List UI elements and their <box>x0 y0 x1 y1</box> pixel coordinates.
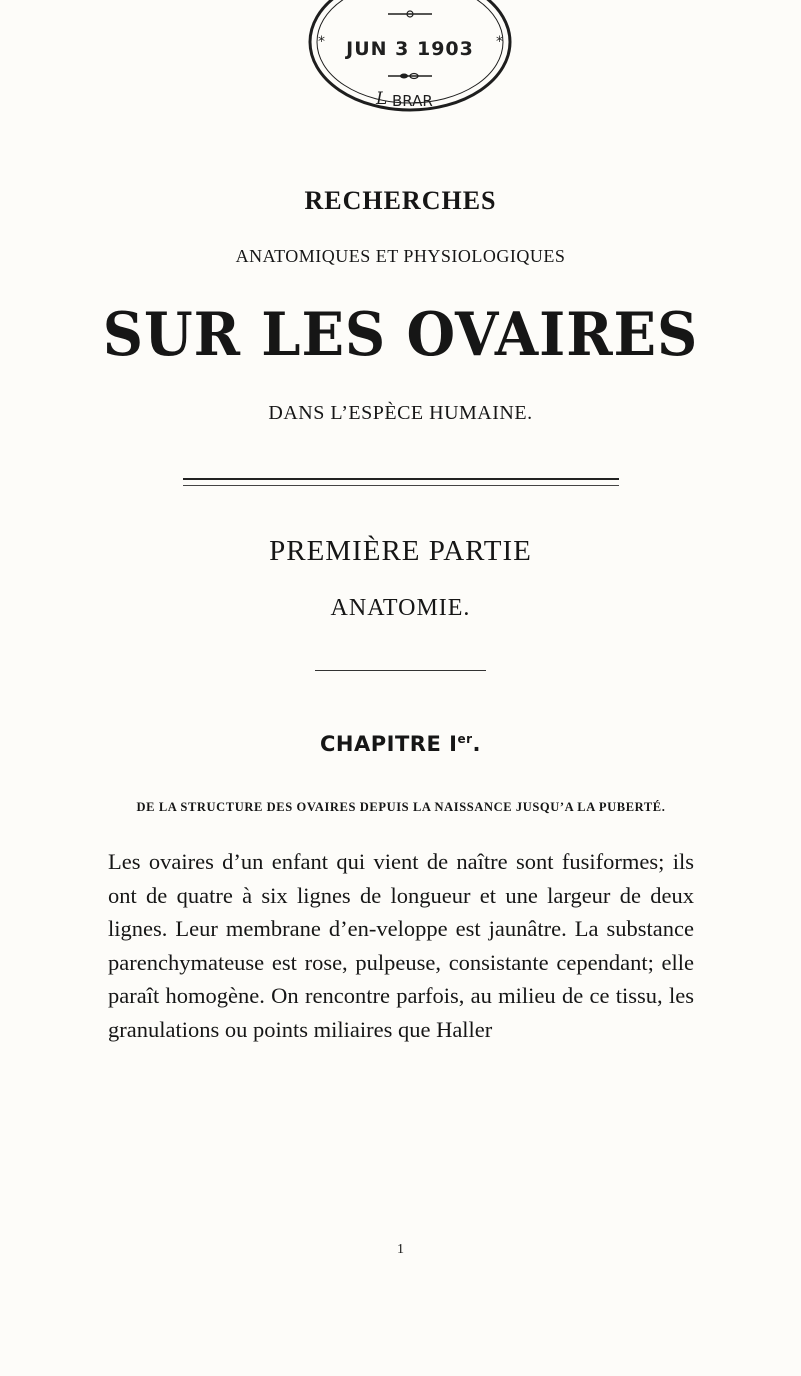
short-divider <box>315 670 486 671</box>
title-espece-humaine: DANS L’ESPÈCE HUMAINE. <box>268 402 533 424</box>
double-divider <box>183 478 619 486</box>
svg-text:BRAR: BRAR <box>392 92 433 110</box>
chapter-label-end: . <box>472 732 481 756</box>
svg-text:*: * <box>496 34 503 50</box>
svg-text:*: * <box>318 34 325 50</box>
title-anatomiques: ANATOMIQUES ET PHYSIOLOGIQUES <box>235 246 566 266</box>
title-recherches: RECHERCHES <box>304 186 497 215</box>
main-title: SUR LES OVAIRES <box>102 300 699 370</box>
part-heading: PREMIÈRE PARTIE <box>269 535 532 567</box>
chapter-label-sup: er <box>457 732 473 746</box>
chapter-label: CHAPITRE I <box>320 732 458 756</box>
body-paragraph: Les ovaires d’un enfant qui vient de naître sont fusiformes; ils ont de quatre à six lignes de longueur et une largeur de deux lignes. Leur membrane d’en-veloppe est jaunâtre. La substance parenchymateuse est rose, pulpeuse, consistante cependant; elle paraît homogène. On rencontre parfois, au milieu de ce tissu, les granulations ou points miliaires que Haller <box>108 849 694 1042</box>
chapter-heading <box>0 732 801 756</box>
stamp-seal-icon <box>300 0 520 135</box>
section-heading: ANATOMIE. <box>330 595 471 621</box>
chapter-subtitle: DE LA STRUCTURE DES OVAIRES DEPUIS LA NAISSANCE JUSQU’A LA PUBERTÉ. <box>136 800 666 814</box>
svg-text:L: L <box>376 89 388 109</box>
stamp-date: JUN 3 1903 <box>346 38 474 60</box>
library-stamp <box>300 0 520 135</box>
page-number: 1 <box>397 1242 404 1257</box>
